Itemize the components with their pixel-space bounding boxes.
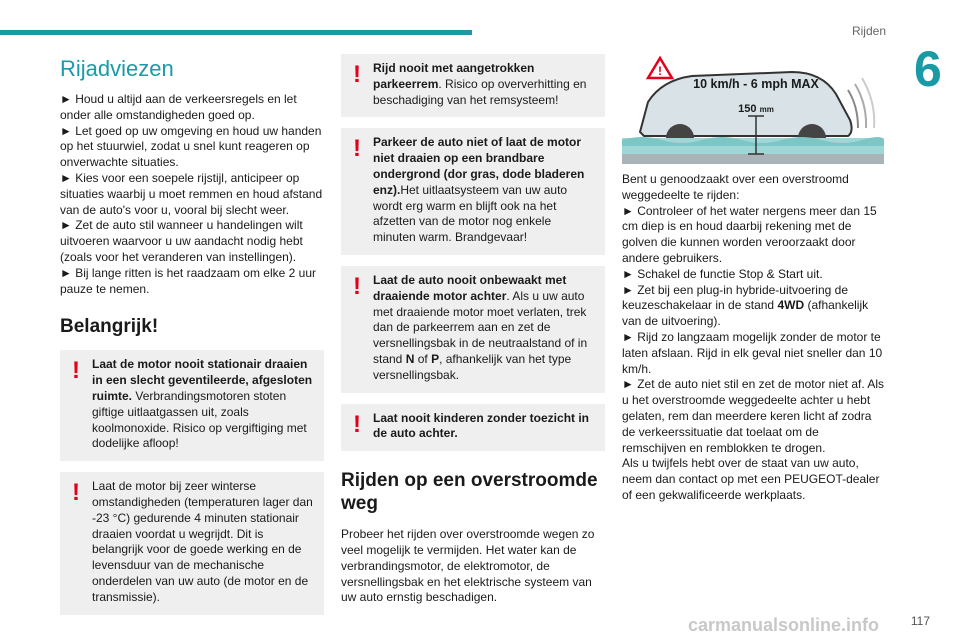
warning-text: Laat nooit kinderen zonder toezicht in de auto achter. xyxy=(373,410,590,441)
column-middle xyxy=(341,54,605,606)
warning-icon: ! xyxy=(353,272,361,300)
warning-box-flammable-ground xyxy=(341,128,605,255)
speed-limit-label: 10 km/h - 6 mph MAX xyxy=(693,77,819,91)
warning-icon: ! xyxy=(72,479,80,507)
warning-box-parking-brake xyxy=(341,54,605,117)
chapter-number: 6 xyxy=(914,41,942,97)
warning-text: Laat de auto nooit onbewaakt met draaiende motor achter. Als u uw auto met draaiende motor moet verlaten, trek dan de parkeerrem aan en zet de versnellingsbak in de neutraalstand of in stand N of P, afhankelijk van het type versnellingsbak. xyxy=(373,272,588,382)
warning-text: Parkeer de auto niet of laat de motor niet draaien op een brandbare ondergrond (dor gras, dode bladeren enz).Het uitlaatsysteem van uw auto wordt erg warm en blijft ook na het afzetten van de motor nog enkele minuten warm. Brandgevaar! xyxy=(373,135,585,245)
page-title: Rijadviezen xyxy=(60,56,174,81)
header-accent-bar xyxy=(0,30,472,35)
warning-box-children xyxy=(341,404,605,452)
flood-step-speed: ► Rijd zo langzaam mogelijk zonder de motor te laten afslaan. Rijd in elk geval niet sneller dan 10 km/h. xyxy=(622,329,883,376)
flood-step-intro: Bent u genoodzaakt over een overstroomd weggedeelte te rijden: xyxy=(622,172,849,202)
page-number: 117 xyxy=(910,614,930,628)
important-heading: Belangrijk! xyxy=(60,316,159,338)
flood-step-stopstart: ► Schakel de functie Stop & Start uit. xyxy=(622,266,823,281)
tip-4: ► Zet de auto stil wanneer u handelingen wilt uitvoeren waarvoor u uw aandacht nodig hebt (zoals voor het veranderen van instellingen). xyxy=(60,218,303,264)
flood-heading: Rijden op een overstroomde weg xyxy=(341,470,598,515)
flood-step-depth: ► Controleer of het water nergens meer dan 15 cm diep is en houd daarbij rekening met de golven die kunnen worden veroorzaakt door andere gebruikers. xyxy=(622,203,877,265)
warning-text: Laat de motor bij zeer winterse omstandigheden (temperaturen lager dan -23 °C) gedurende 4 minuten stationair draaien voordat u wegrijdt. Dit is belangrijk voor de goede werking en de levensduur van de mechanische onderdelen van uw auto (de motor en de transmissie). xyxy=(92,479,313,604)
flood-step-dealer: Als u twijfels hebt over de staat van uw auto, neem dan contact op met een PEUGEOT-dealer of een gekwalificeerde werkplaats. xyxy=(622,456,880,502)
svg-text:!: ! xyxy=(658,64,662,78)
warning-text: Rijd nooit met aangetrokken parkeerrem. Risico op oververhitting en beschadiging van het remsysteem! xyxy=(373,61,587,107)
warning-icon: ! xyxy=(353,61,361,88)
column-left xyxy=(60,54,324,626)
tip-5: ► Bij lange ritten is het raadzaam om elke 2 uur pauze te nemen. xyxy=(60,265,317,296)
watermark: carmanualsonline.info xyxy=(688,615,880,635)
depth-label: 150 mm xyxy=(738,103,774,115)
flood-step-brakes: ► Zet de auto niet stil en zet de motor niet af. Als u het overstroomde weggedeelte achter u hebt gelaten, rem dan meerdere keren licht af zodra de verkeerssituatie dat toelaat om de remschijven en remblokken te drogen. xyxy=(622,377,885,455)
warning-icon: ! xyxy=(72,357,80,385)
warning-icon: ! xyxy=(353,135,361,163)
flooded-road-figure xyxy=(622,54,884,164)
warning-box-ventilation xyxy=(60,350,324,461)
warning-box-winter xyxy=(60,472,324,614)
chapter-tab xyxy=(900,40,960,100)
column-right xyxy=(622,54,886,504)
warning-icon: ! xyxy=(353,410,361,438)
section-title: Rijden xyxy=(851,24,886,38)
tip-3: ► Kies voor een soepele rijstijl, anticipeer op situaties waarbij u moet remmen en houd afstand van de auto's voor u, vooral bij slecht weer. xyxy=(60,170,323,217)
warning-text: Laat de motor nooit stationair draaien in een slecht geventileerde, afgesloten ruimte. Verbrandingsmotoren stoten giftige uitlaatgassen uit, zoals koolmonoxide. Risico op vergiftiging met dodelijke afloop! xyxy=(92,357,313,451)
tip-2: ► Let goed op uw omgeving en houd uw handen op het stuurwiel, zodat u snel kunt reageren op onverwachte situaties. xyxy=(60,123,322,170)
warning-box-unattended xyxy=(341,266,605,393)
flood-step-4wd: ► Zet bij een plug-in hybride-uitvoering de keuzeschakelaar in de stand 4WD (afhankelijk van de uitvoering). xyxy=(622,282,869,329)
flood-intro: Probeer het rijden over overstroomde wegen zo veel mogelijk te vermijden. Het water kan de verbrandingsmotor, de elektromotor, de versnellingsbak en het elektrische systeem van uw auto ernstig beschadigen. xyxy=(341,527,595,605)
tip-1: ► Houd u altijd aan de verkeersregels en let onder alle omstandigheden goed op. xyxy=(60,92,297,122)
